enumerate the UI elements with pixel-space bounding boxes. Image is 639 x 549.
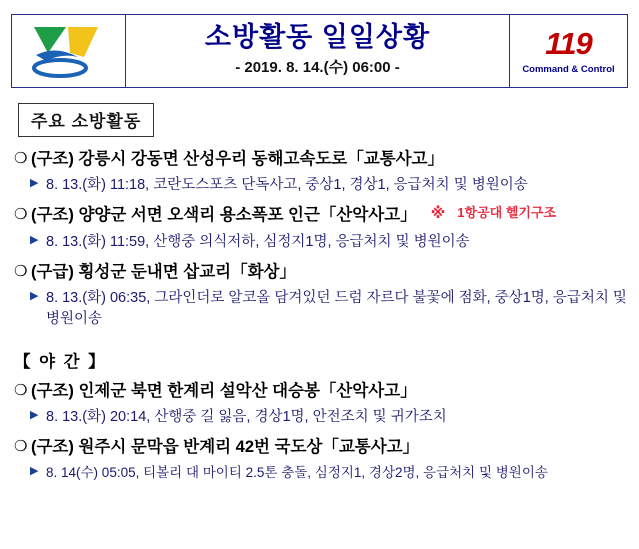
entry-tag: 1항공대 헬기구조	[457, 205, 557, 221]
triangle-bullet-icon: ▶	[30, 177, 39, 190]
list-item	[14, 148, 629, 196]
activity-list	[14, 140, 629, 484]
page-title: 소방활동 일일상황	[204, 21, 431, 52]
section-badge: 주요 소방활동	[18, 103, 154, 137]
entry-title: (구급) 횡성군 둔내면 삽교리「화상」	[31, 262, 296, 281]
entry-detail-row	[14, 463, 629, 483]
entry-title-row	[14, 204, 629, 226]
entry-title: (구조) 양양군 서면 오색리 용소폭포 인근「산악사고」	[31, 206, 417, 225]
circle-bullet-icon: ❍	[14, 381, 28, 399]
night-section-label: 【 야 간 】	[14, 352, 107, 371]
emergency-number-cell	[510, 15, 627, 87]
logo-cell	[12, 15, 126, 87]
list-item	[14, 436, 629, 483]
triangle-bullet-icon: ▶	[30, 409, 39, 422]
entry-title-row	[14, 380, 629, 402]
header-title-cell	[126, 15, 510, 87]
entry-title-row	[14, 261, 629, 283]
gangwon-fire-emblem-icon	[26, 23, 112, 79]
entry-detail: 8. 13.(화) 06:35, 그라인더로 알코올 담겨있던 드럼 자르다 불꽃에 점화, 중상1명, 응급처치 및 병원이송	[46, 289, 627, 327]
entry-title: (구조) 원주시 문막읍 반계리 42번 국도상「교통사고」	[31, 438, 420, 457]
triangle-bullet-icon: ▶	[30, 289, 39, 302]
list-item	[14, 261, 629, 330]
document-header	[11, 14, 628, 88]
number-119-logo: 119	[545, 25, 592, 61]
entry-title: (구조) 인제군 북면 한계리 설악산 대승봉「산악사고」	[31, 381, 417, 400]
entry-detail: 8. 14(수) 05:05, 티볼리 대 마이티 2.5톤 충돌, 심정지1, 경상2명, 응급처치 및 병원이송	[46, 465, 548, 481]
page-subtitle-date: - 2019. 8. 14.(수) 06:00 -	[235, 59, 400, 77]
list-item	[14, 380, 629, 428]
entry-title: (구조) 강릉시 강동면 산성우리 동해고속도로「교통사고」	[31, 150, 444, 168]
command-control-label: Command & Control	[522, 63, 615, 75]
note-star-icon: ※	[430, 205, 446, 223]
circle-bullet-icon: ❍	[14, 206, 28, 224]
entry-detail-row	[14, 175, 629, 196]
entry-detail-row	[14, 407, 629, 428]
circle-bullet-icon: ❍	[14, 262, 28, 280]
entry-detail-row	[14, 232, 629, 253]
entry-detail: 8. 13.(화) 11:18, 코란도스포츠 단독사고, 중상1, 경상1, 응급처치 및 병원이송	[46, 177, 528, 194]
triangle-bullet-icon: ▶	[30, 465, 39, 478]
entry-title-row	[14, 148, 629, 170]
entry-detail-row	[14, 288, 629, 330]
entry-detail: 8. 13.(화) 20:14, 산행중 길 잃음, 경상1명, 안전조치 및 귀가조치	[46, 409, 447, 426]
triangle-bullet-icon: ▶	[30, 233, 39, 246]
entry-title-row	[14, 436, 629, 458]
list-item	[14, 204, 629, 252]
circle-bullet-icon: ❍	[14, 438, 28, 456]
circle-bullet-icon: ❍	[14, 150, 28, 167]
entry-detail: 8. 13.(화) 11:59, 산행중 의식저하, 심정지1명, 응급처치 및 병원이송	[46, 233, 470, 250]
